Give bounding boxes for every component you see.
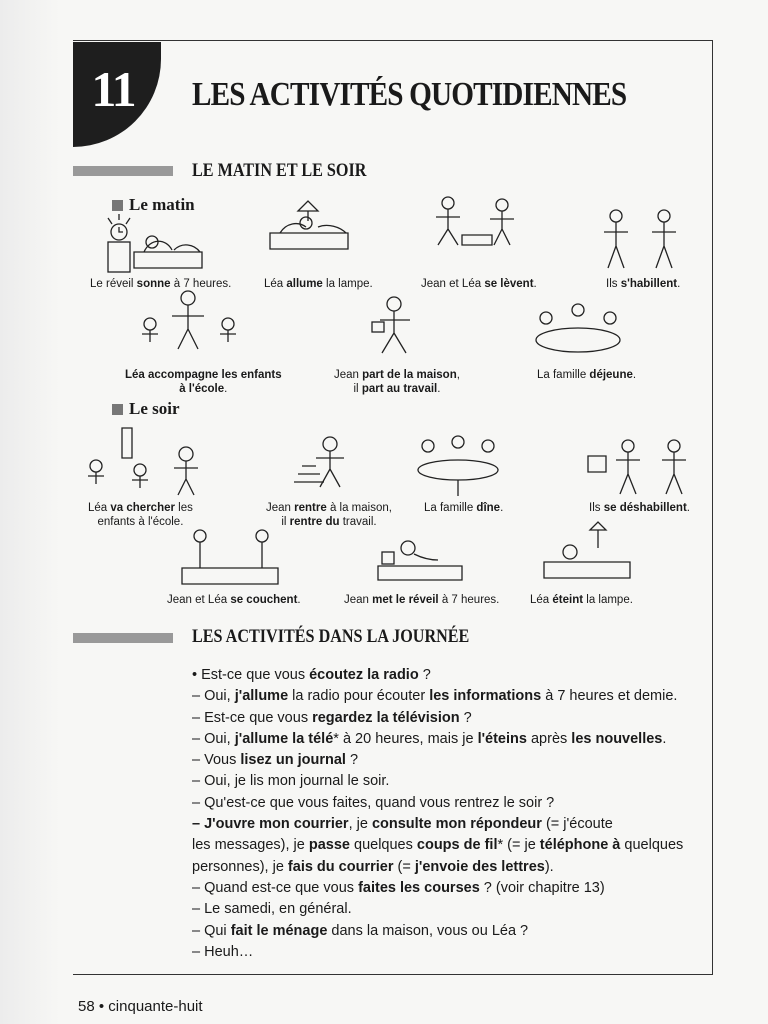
school-walk-illustration [130, 288, 248, 354]
picking-up-kids-illustration [78, 420, 206, 498]
chapter-title: LES ACTIVITÉS QUOTIDIENNES [192, 76, 627, 113]
dialogue-line: – Qui fait le ménage dans la maison, vous ou Léa ? [192, 922, 529, 939]
family-lunch-illustration [526, 296, 628, 362]
dialogue-line: – Qu'est-ce que vous faites, quand vous rentrez le soir ? [192, 794, 555, 811]
getting-up-illustration [418, 193, 528, 253]
square-bullet-icon [112, 200, 123, 211]
page-words: cinquante-huit [108, 998, 203, 1015]
page-number: 58 [78, 998, 95, 1015]
caption-dine: La famille dîne. [424, 502, 504, 514]
undressing-illustration [584, 436, 694, 496]
lamp-off-illustration [540, 520, 634, 586]
page-footer [78, 998, 203, 1015]
caption-se-levent: Jean et Léa se lèvent. [421, 278, 537, 290]
caption-lea-allume: Léa allume la lampe. [264, 278, 373, 290]
dialogue-line: – J'ouvre mon courrier, je consulte mon répondeur (= j'écoute [192, 816, 613, 833]
family-dinner-illustration [408, 434, 508, 498]
caption-s-habillent: Ils s'habillent. [606, 278, 681, 290]
caption-se-couchent: Jean et Léa se couchent. [167, 594, 301, 606]
going-to-bed-illustration [176, 520, 286, 590]
dialogue-line: – Oui, j'allume la radio pour écouter les informations à 7 heures et demie. [192, 688, 678, 705]
section-title-2: LES ACTIVITÉS DANS LA JOURNÉE [192, 626, 470, 647]
section-bar-1 [73, 166, 173, 176]
lamp-bed-illustration [266, 197, 352, 255]
dialogue-line: – Le samedi, en général. [192, 901, 352, 918]
dialogue-line: les messages), je passe quelques coups de fil* (= je téléphone à quelques [192, 837, 684, 854]
caption-reveil-sonne: Le réveil sonne à 7 heures. [90, 278, 232, 290]
scan-edge [0, 0, 60, 1024]
section-title-1: LE MATIN ET LE SOIR [192, 160, 367, 181]
alarm-clock-bed-illustration [104, 212, 206, 274]
dialogue-line: – Quand est-ce que vous faites les courses ? (voir chapitre 13) [192, 879, 605, 896]
caption-dejeune: La famille déjeune. [537, 369, 637, 381]
section-bar-2 [73, 633, 173, 643]
dialogue-line: – Heuh… [192, 943, 254, 960]
dialogue-block [192, 665, 684, 963]
dressing-illustration [594, 206, 686, 272]
soir-heading-text: Le soir [129, 399, 180, 418]
dialogue-line: • Est-ce que vous écoutez la radio ? [192, 667, 431, 683]
dialogue-line: personnes), je fais du courrier (= j'envoie des lettres). [192, 858, 554, 875]
caption-deshabillent: Ils se déshabillent. [589, 502, 690, 514]
dialogue-line: – Oui, je lis mon journal le soir. [192, 773, 390, 790]
caption-rentre: Jean rentre à la maison, il rentre du travail. [266, 502, 392, 528]
chapter-number: 11 [91, 60, 135, 117]
dialogue-line: – Vous lisez un journal ? [192, 752, 359, 769]
square-bullet-icon [112, 404, 123, 415]
caption-part-maison: Jean part de la maison, il part au travail. [334, 369, 460, 395]
dialogue-line: – Est-ce que vous regardez la télévision ? [192, 709, 472, 726]
dialogue-line: – Oui, j'allume la télé* à 20 heures, mais je l'éteins après les nouvelles. [192, 730, 667, 747]
caption-met-reveil: Jean met le réveil à 7 heures. [344, 594, 500, 606]
soir-heading [112, 399, 180, 419]
coming-home-illustration [292, 432, 362, 492]
footer-bullet: • [98, 998, 105, 1015]
caption-va-chercher: Léa va chercher les enfants à l'école. [88, 502, 193, 528]
setting-alarm-illustration [374, 534, 466, 588]
matin-heading-text: Le matin [129, 195, 195, 214]
caption-accompagne: Léa accompagne les enfants à l'école. [125, 369, 282, 395]
caption-eteint: Léa éteint la lampe. [530, 594, 633, 606]
leaving-house-illustration [360, 292, 426, 358]
